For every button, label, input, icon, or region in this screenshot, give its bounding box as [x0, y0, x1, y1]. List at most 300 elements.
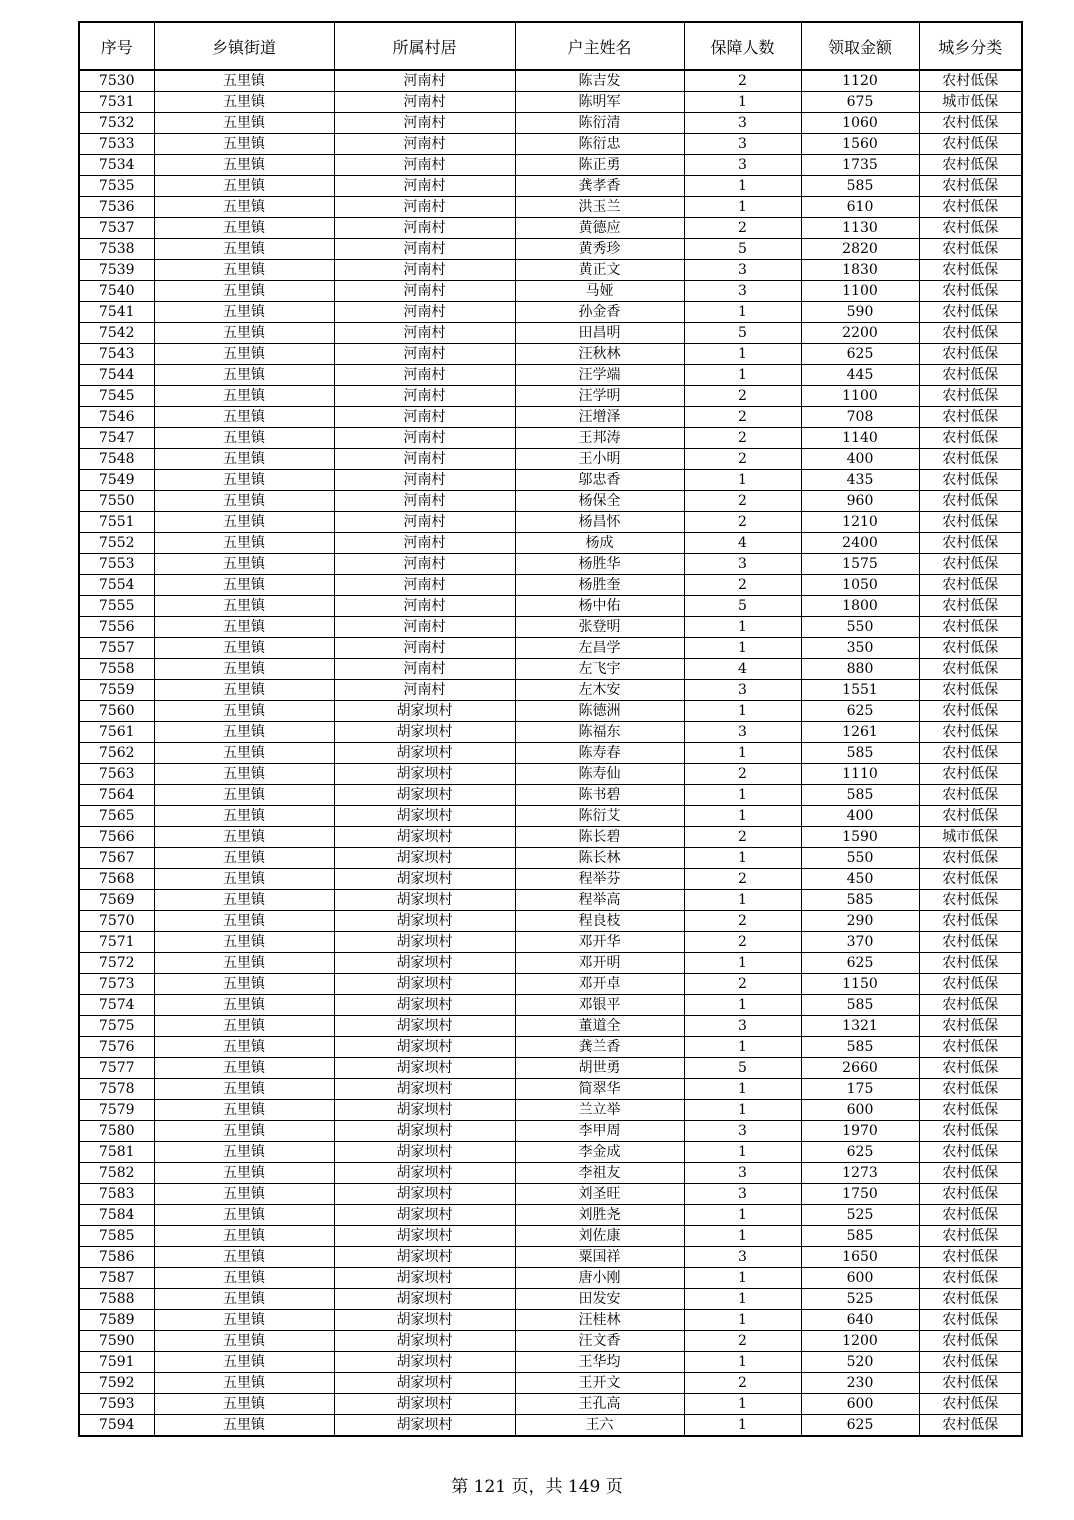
cell-town: 五里镇 — [154, 785, 334, 806]
table-row — [79, 449, 1022, 470]
cell-householder: 龚兰香 — [515, 1037, 684, 1058]
table-row — [79, 827, 1022, 848]
cell-index: 7558 — [79, 659, 154, 680]
table-row — [79, 911, 1022, 932]
table-row — [79, 176, 1022, 197]
cell-village: 河南村 — [334, 155, 515, 176]
cell-town: 五里镇 — [154, 827, 334, 848]
cell-category: 农村低保 — [919, 1352, 1022, 1373]
cell-index: 7547 — [79, 428, 154, 449]
cell-village: 胡家坝村 — [334, 995, 515, 1016]
cell-category: 农村低保 — [919, 1373, 1022, 1394]
cell-category: 农村低保 — [919, 239, 1022, 260]
cell-index: 7546 — [79, 407, 154, 428]
table-row — [79, 512, 1022, 533]
cell-index: 7541 — [79, 302, 154, 323]
cell-householder: 王孔高 — [515, 1394, 684, 1415]
header-cell-householder: 户主姓名 — [515, 22, 684, 70]
table-row — [79, 323, 1022, 344]
cell-householder: 汪桂林 — [515, 1310, 684, 1331]
cell-householder: 杨胜奎 — [515, 575, 684, 596]
cell-category: 农村低保 — [919, 344, 1022, 365]
cell-village: 河南村 — [334, 113, 515, 134]
cell-amount: 1050 — [801, 575, 919, 596]
cell-category: 农村低保 — [919, 176, 1022, 197]
table-row — [79, 407, 1022, 428]
cell-village: 胡家坝村 — [334, 1121, 515, 1142]
table-row — [79, 680, 1022, 701]
cell-persons: 2 — [684, 512, 801, 533]
cell-persons: 1 — [684, 1352, 801, 1373]
cell-householder: 王邦涛 — [515, 428, 684, 449]
cell-persons: 1 — [684, 365, 801, 386]
cell-index: 7552 — [79, 533, 154, 554]
cell-category: 农村低保 — [919, 365, 1022, 386]
cell-amount: 400 — [801, 449, 919, 470]
table-row — [79, 92, 1022, 113]
page-footer: 第 121 页，共 149 页 — [451, 1477, 623, 1497]
cell-village: 河南村 — [334, 449, 515, 470]
cell-householder: 胡世勇 — [515, 1058, 684, 1079]
table-row — [79, 1058, 1022, 1079]
table-row — [79, 386, 1022, 407]
cell-persons: 2 — [684, 218, 801, 239]
cell-category: 农村低保 — [919, 1100, 1022, 1121]
cell-town: 五里镇 — [154, 239, 334, 260]
cell-amount: 625 — [801, 344, 919, 365]
cell-index: 7575 — [79, 1016, 154, 1037]
cell-category: 农村低保 — [919, 1142, 1022, 1163]
table-row — [79, 197, 1022, 218]
table-row — [79, 617, 1022, 638]
cell-amount: 230 — [801, 1373, 919, 1394]
cell-category: 农村低保 — [919, 302, 1022, 323]
cell-index: 7586 — [79, 1247, 154, 1268]
cell-category: 农村低保 — [919, 743, 1022, 764]
cell-persons: 1 — [684, 1268, 801, 1289]
table-row — [79, 1205, 1022, 1226]
cell-persons: 2 — [684, 764, 801, 785]
header-cell-persons: 保障人数 — [684, 22, 801, 70]
cell-town: 五里镇 — [154, 1205, 334, 1226]
cell-category: 农村低保 — [919, 470, 1022, 491]
cell-town: 五里镇 — [154, 806, 334, 827]
table-row — [79, 302, 1022, 323]
cell-persons: 3 — [684, 680, 801, 701]
table-row — [79, 1016, 1022, 1037]
cell-category: 农村低保 — [919, 974, 1022, 995]
cell-amount: 585 — [801, 890, 919, 911]
cell-index: 7560 — [79, 701, 154, 722]
cell-persons: 1 — [684, 806, 801, 827]
cell-village: 胡家坝村 — [334, 1268, 515, 1289]
cell-householder: 陈明军 — [515, 92, 684, 113]
cell-index: 7577 — [79, 1058, 154, 1079]
cell-persons: 1 — [684, 995, 801, 1016]
cell-persons: 1 — [684, 1394, 801, 1415]
cell-town: 五里镇 — [154, 890, 334, 911]
cell-village: 胡家坝村 — [334, 1226, 515, 1247]
cell-householder: 杨保全 — [515, 491, 684, 512]
cell-persons: 1 — [684, 344, 801, 365]
cell-index: 7573 — [79, 974, 154, 995]
cell-village: 胡家坝村 — [334, 1247, 515, 1268]
cell-town: 五里镇 — [154, 1079, 334, 1100]
cell-index: 7568 — [79, 869, 154, 890]
cell-village: 河南村 — [334, 428, 515, 449]
table-row — [79, 1289, 1022, 1310]
cell-amount: 1551 — [801, 680, 919, 701]
cell-town: 五里镇 — [154, 260, 334, 281]
cell-town: 五里镇 — [154, 449, 334, 470]
cell-village: 河南村 — [334, 134, 515, 155]
cell-persons: 5 — [684, 1058, 801, 1079]
cell-persons: 1 — [684, 638, 801, 659]
table-body — [79, 70, 1022, 1436]
table-row — [79, 1247, 1022, 1268]
cell-persons: 1 — [684, 1415, 801, 1437]
cell-category: 农村低保 — [919, 596, 1022, 617]
cell-index: 7588 — [79, 1289, 154, 1310]
cell-householder: 黄德应 — [515, 218, 684, 239]
cell-town: 五里镇 — [154, 1373, 334, 1394]
cell-index: 7562 — [79, 743, 154, 764]
cell-index: 7542 — [79, 323, 154, 344]
cell-amount: 1735 — [801, 155, 919, 176]
cell-persons: 1 — [684, 1079, 801, 1100]
cell-amount: 625 — [801, 1415, 919, 1437]
cell-householder: 陈书碧 — [515, 785, 684, 806]
table-row — [79, 659, 1022, 680]
cell-persons: 3 — [684, 554, 801, 575]
table-row — [79, 743, 1022, 764]
cell-village: 胡家坝村 — [334, 1058, 515, 1079]
cell-index: 7594 — [79, 1415, 154, 1437]
cell-village: 胡家坝村 — [334, 1310, 515, 1331]
cell-householder: 陈正勇 — [515, 155, 684, 176]
cell-village: 河南村 — [334, 407, 515, 428]
cell-village: 胡家坝村 — [334, 932, 515, 953]
header-cell-amount: 领取金额 — [801, 22, 919, 70]
cell-persons: 1 — [684, 1100, 801, 1121]
cell-amount: 585 — [801, 995, 919, 1016]
cell-index: 7580 — [79, 1121, 154, 1142]
cell-householder: 邓开华 — [515, 932, 684, 953]
cell-town: 五里镇 — [154, 1163, 334, 1184]
cell-amount: 445 — [801, 365, 919, 386]
cell-householder: 孙金香 — [515, 302, 684, 323]
cell-town: 五里镇 — [154, 701, 334, 722]
cell-amount: 625 — [801, 701, 919, 722]
cell-village: 胡家坝村 — [334, 1205, 515, 1226]
cell-amount: 1590 — [801, 827, 919, 848]
cell-householder: 汪文香 — [515, 1331, 684, 1352]
cell-index: 7559 — [79, 680, 154, 701]
table-row — [79, 995, 1022, 1016]
cell-amount: 2820 — [801, 239, 919, 260]
cell-village: 河南村 — [334, 302, 515, 323]
table-row — [79, 1163, 1022, 1184]
cell-category: 农村低保 — [919, 533, 1022, 554]
cell-persons: 5 — [684, 239, 801, 260]
cell-index: 7570 — [79, 911, 154, 932]
cell-town: 五里镇 — [154, 176, 334, 197]
cell-persons: 1 — [684, 953, 801, 974]
cell-category: 农村低保 — [919, 1037, 1022, 1058]
cell-town: 五里镇 — [154, 869, 334, 890]
cell-village: 河南村 — [334, 197, 515, 218]
cell-persons: 2 — [684, 869, 801, 890]
cell-village: 河南村 — [334, 659, 515, 680]
cell-householder: 董道全 — [515, 1016, 684, 1037]
table-row — [79, 1331, 1022, 1352]
cell-persons: 1 — [684, 1310, 801, 1331]
cell-town: 五里镇 — [154, 1058, 334, 1079]
cell-village: 胡家坝村 — [334, 1079, 515, 1100]
cell-town: 五里镇 — [154, 995, 334, 1016]
cell-index: 7593 — [79, 1394, 154, 1415]
data-table — [78, 21, 1023, 1437]
cell-town: 五里镇 — [154, 617, 334, 638]
cell-amount: 960 — [801, 491, 919, 512]
cell-persons: 1 — [684, 470, 801, 491]
cell-householder: 程举高 — [515, 890, 684, 911]
cell-town: 五里镇 — [154, 722, 334, 743]
cell-index: 7565 — [79, 806, 154, 827]
header-row — [79, 22, 1022, 70]
cell-index: 7567 — [79, 848, 154, 869]
cell-index: 7533 — [79, 134, 154, 155]
cell-amount: 450 — [801, 869, 919, 890]
cell-amount: 1261 — [801, 722, 919, 743]
cell-village: 胡家坝村 — [334, 743, 515, 764]
cell-amount: 1110 — [801, 764, 919, 785]
cell-amount: 2660 — [801, 1058, 919, 1079]
table-row — [79, 953, 1022, 974]
cell-town: 五里镇 — [154, 1247, 334, 1268]
cell-householder: 邓开卓 — [515, 974, 684, 995]
cell-category: 农村低保 — [919, 1205, 1022, 1226]
cell-householder: 陈衍清 — [515, 113, 684, 134]
cell-persons: 3 — [684, 1121, 801, 1142]
cell-category: 农村低保 — [919, 70, 1022, 92]
cell-persons: 3 — [684, 1184, 801, 1205]
table-row — [79, 638, 1022, 659]
cell-village: 河南村 — [334, 554, 515, 575]
cell-amount: 1750 — [801, 1184, 919, 1205]
cell-amount: 585 — [801, 176, 919, 197]
cell-householder: 陈福东 — [515, 722, 684, 743]
cell-amount: 625 — [801, 953, 919, 974]
cell-town: 五里镇 — [154, 512, 334, 533]
cell-householder: 陈德洲 — [515, 701, 684, 722]
cell-amount: 370 — [801, 932, 919, 953]
cell-village: 胡家坝村 — [334, 1331, 515, 1352]
cell-amount: 625 — [801, 1142, 919, 1163]
cell-index: 7579 — [79, 1100, 154, 1121]
cell-amount: 600 — [801, 1268, 919, 1289]
table-row — [79, 1142, 1022, 1163]
cell-householder: 王六 — [515, 1415, 684, 1437]
cell-index: 7531 — [79, 92, 154, 113]
cell-village: 胡家坝村 — [334, 1394, 515, 1415]
cell-town: 五里镇 — [154, 386, 334, 407]
cell-village: 胡家坝村 — [334, 764, 515, 785]
cell-category: 农村低保 — [919, 617, 1022, 638]
cell-village: 胡家坝村 — [334, 1289, 515, 1310]
cell-index: 7561 — [79, 722, 154, 743]
cell-householder: 王小明 — [515, 449, 684, 470]
cell-index: 7581 — [79, 1142, 154, 1163]
cell-persons: 2 — [684, 386, 801, 407]
cell-persons: 2 — [684, 428, 801, 449]
cell-village: 河南村 — [334, 239, 515, 260]
cell-village: 胡家坝村 — [334, 827, 515, 848]
cell-town: 五里镇 — [154, 554, 334, 575]
cell-village: 河南村 — [334, 92, 515, 113]
cell-householder: 程良枝 — [515, 911, 684, 932]
cell-persons: 3 — [684, 113, 801, 134]
table-row — [79, 890, 1022, 911]
cell-persons: 2 — [684, 449, 801, 470]
cell-village: 胡家坝村 — [334, 1184, 515, 1205]
cell-householder: 陈寿春 — [515, 743, 684, 764]
cell-householder: 刘圣旺 — [515, 1184, 684, 1205]
cell-amount: 525 — [801, 1289, 919, 1310]
cell-town: 五里镇 — [154, 575, 334, 596]
cell-village: 胡家坝村 — [334, 1100, 515, 1121]
table-row — [79, 1310, 1022, 1331]
table-row — [79, 1226, 1022, 1247]
cell-index: 7551 — [79, 512, 154, 533]
cell-persons: 1 — [684, 92, 801, 113]
cell-category: 农村低保 — [919, 722, 1022, 743]
cell-category: 农村低保 — [919, 1163, 1022, 1184]
cell-town: 五里镇 — [154, 533, 334, 554]
cell-category: 农村低保 — [919, 1415, 1022, 1437]
cell-householder: 刘胜尧 — [515, 1205, 684, 1226]
cell-householder: 陈吉发 — [515, 70, 684, 92]
cell-persons: 4 — [684, 659, 801, 680]
cell-town: 五里镇 — [154, 764, 334, 785]
cell-householder: 邓开明 — [515, 953, 684, 974]
cell-persons: 1 — [684, 743, 801, 764]
cell-category: 农村低保 — [919, 1121, 1022, 1142]
cell-persons: 2 — [684, 70, 801, 92]
table-row — [79, 575, 1022, 596]
cell-amount: 585 — [801, 785, 919, 806]
table-row — [79, 596, 1022, 617]
cell-category: 农村低保 — [919, 1079, 1022, 1100]
cell-town: 五里镇 — [154, 932, 334, 953]
cell-index: 7583 — [79, 1184, 154, 1205]
cell-householder: 程举芬 — [515, 869, 684, 890]
table-row — [79, 1373, 1022, 1394]
cell-village: 河南村 — [334, 512, 515, 533]
cell-category: 农村低保 — [919, 218, 1022, 239]
cell-householder: 王开文 — [515, 1373, 684, 1394]
cell-index: 7590 — [79, 1331, 154, 1352]
cell-householder: 汪增泽 — [515, 407, 684, 428]
cell-householder: 杨成 — [515, 533, 684, 554]
cell-village: 河南村 — [334, 386, 515, 407]
cell-category: 农村低保 — [919, 449, 1022, 470]
cell-category: 农村低保 — [919, 785, 1022, 806]
cell-category: 农村低保 — [919, 386, 1022, 407]
cell-persons: 3 — [684, 1247, 801, 1268]
cell-amount: 2200 — [801, 323, 919, 344]
cell-amount: 520 — [801, 1352, 919, 1373]
cell-amount: 1800 — [801, 596, 919, 617]
cell-index: 7553 — [79, 554, 154, 575]
cell-persons: 1 — [684, 1226, 801, 1247]
cell-category: 农村低保 — [919, 1289, 1022, 1310]
cell-index: 7574 — [79, 995, 154, 1016]
cell-index: 7539 — [79, 260, 154, 281]
cell-category: 农村低保 — [919, 1310, 1022, 1331]
cell-village: 胡家坝村 — [334, 848, 515, 869]
cell-town: 五里镇 — [154, 134, 334, 155]
cell-town: 五里镇 — [154, 848, 334, 869]
cell-town: 五里镇 — [154, 218, 334, 239]
cell-index: 7566 — [79, 827, 154, 848]
cell-amount: 1210 — [801, 512, 919, 533]
cell-amount: 1100 — [801, 281, 919, 302]
cell-householder: 陈衍忠 — [515, 134, 684, 155]
cell-persons: 3 — [684, 260, 801, 281]
cell-householder: 马娅 — [515, 281, 684, 302]
table-row — [79, 1184, 1022, 1205]
cell-amount: 2400 — [801, 533, 919, 554]
cell-category: 农村低保 — [919, 491, 1022, 512]
cell-amount: 290 — [801, 911, 919, 932]
cell-persons: 1 — [684, 176, 801, 197]
cell-householder: 左飞宇 — [515, 659, 684, 680]
cell-amount: 175 — [801, 1079, 919, 1100]
table-row — [79, 113, 1022, 134]
cell-amount: 1575 — [801, 554, 919, 575]
cell-amount: 708 — [801, 407, 919, 428]
cell-village: 胡家坝村 — [334, 701, 515, 722]
cell-village: 胡家坝村 — [334, 953, 515, 974]
cell-town: 五里镇 — [154, 911, 334, 932]
table-row — [79, 344, 1022, 365]
cell-amount: 400 — [801, 806, 919, 827]
cell-index: 7584 — [79, 1205, 154, 1226]
cell-amount: 600 — [801, 1100, 919, 1121]
cell-index: 7572 — [79, 953, 154, 974]
cell-category: 农村低保 — [919, 1394, 1022, 1415]
cell-index: 7545 — [79, 386, 154, 407]
cell-village: 胡家坝村 — [334, 722, 515, 743]
cell-index: 7538 — [79, 239, 154, 260]
table-row — [79, 869, 1022, 890]
cell-index: 7569 — [79, 890, 154, 911]
table-header — [79, 22, 1022, 70]
cell-householder: 汪学明 — [515, 386, 684, 407]
cell-persons: 2 — [684, 575, 801, 596]
cell-persons: 1 — [684, 848, 801, 869]
cell-householder: 李金成 — [515, 1142, 684, 1163]
cell-category: 农村低保 — [919, 323, 1022, 344]
cell-category: 农村低保 — [919, 932, 1022, 953]
cell-persons: 2 — [684, 827, 801, 848]
cell-town: 五里镇 — [154, 407, 334, 428]
cell-householder: 杨昌怀 — [515, 512, 684, 533]
cell-village: 胡家坝村 — [334, 806, 515, 827]
cell-village: 河南村 — [334, 70, 515, 92]
table-row — [79, 554, 1022, 575]
